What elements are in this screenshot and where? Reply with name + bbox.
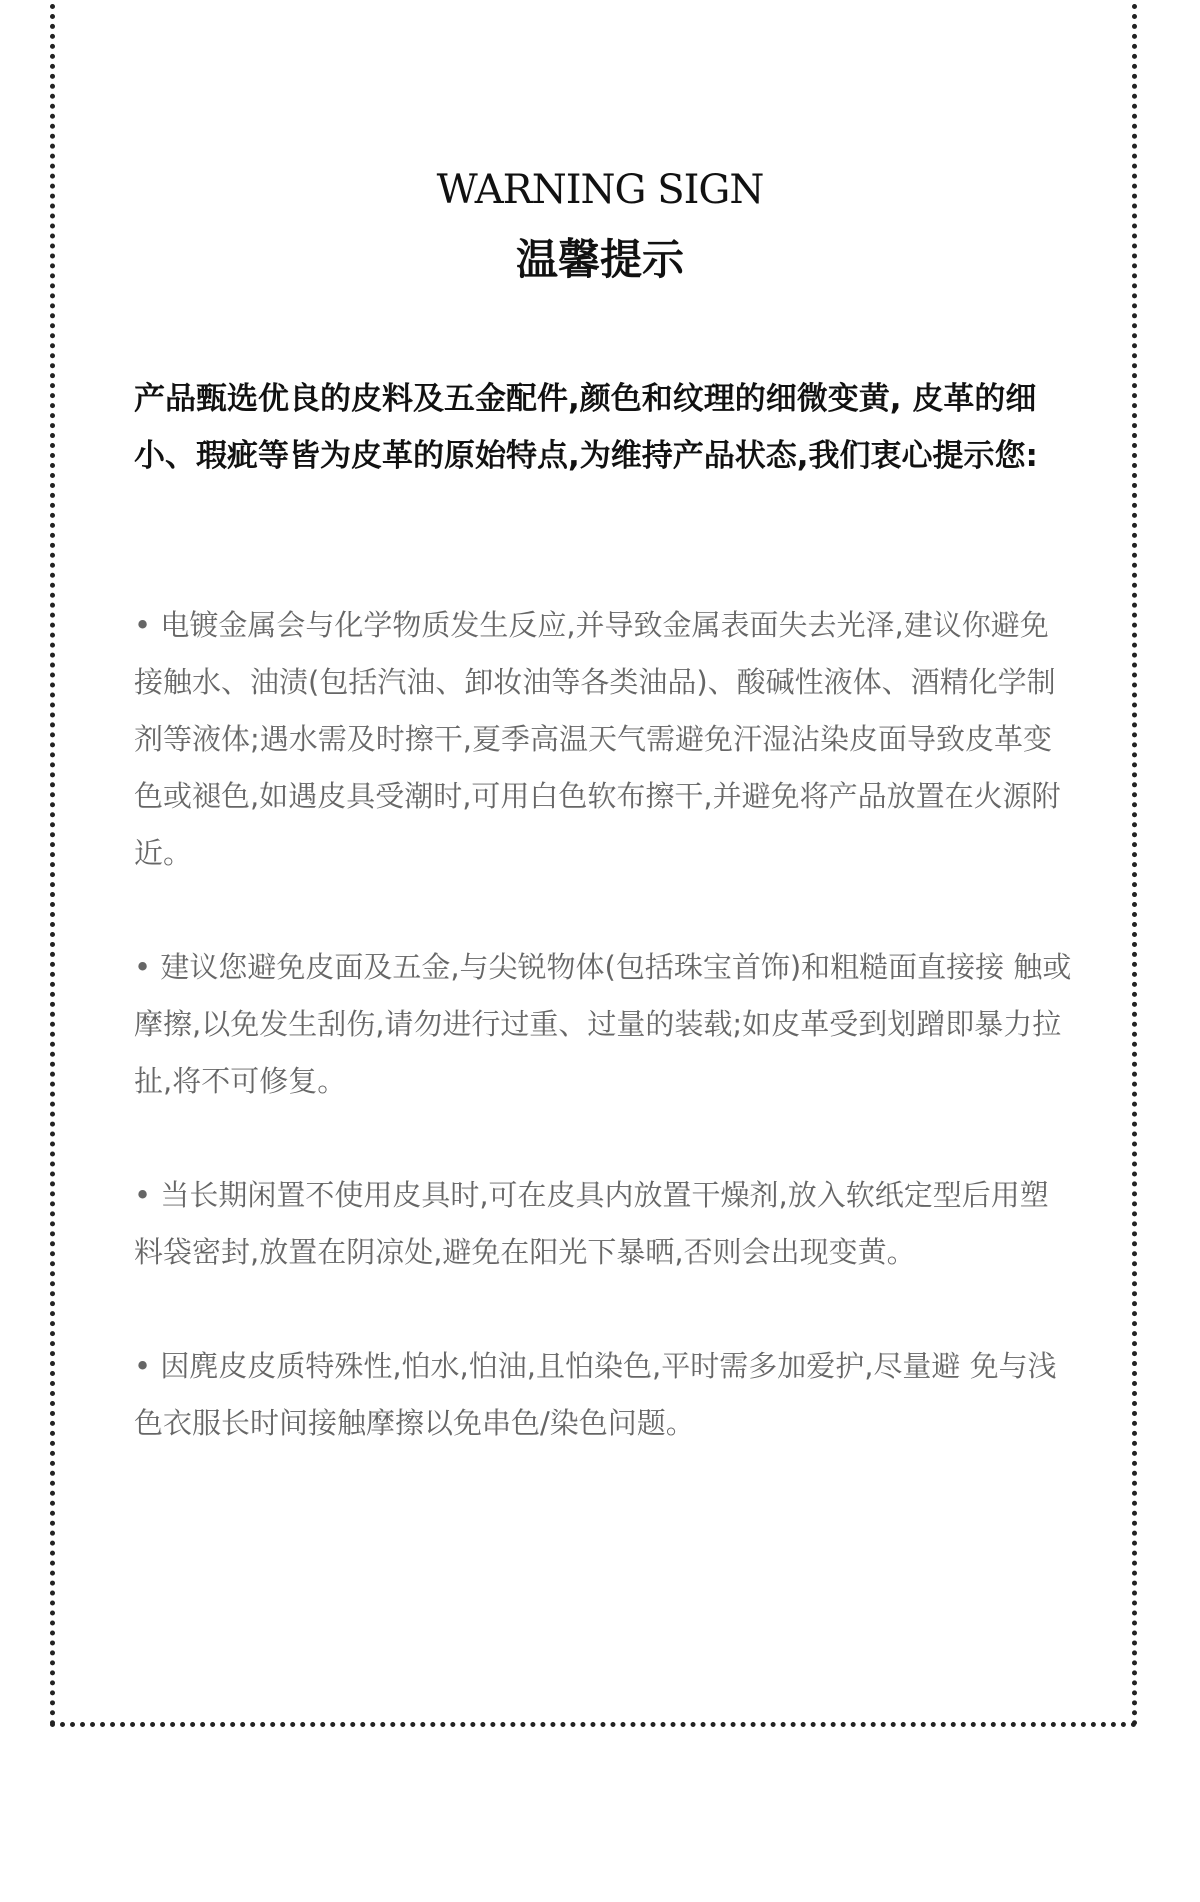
care-notes-list [134, 597, 1074, 1452]
intro-paragraph: 产品甄选优良的皮料及五金配件,颜色和纹理的细微变黄, 皮革的细小、瑕疵等皆为皮革的原始特点,为维持产品状态,我们衷心提示您: [134, 381, 1038, 474]
care-note-plated-metal: • 电镀金属会与化学物质发生反应,并导致金属表面失去光泽,建议你避免接触水、油渍(包括汽油、卸妆油等各类油品)、酸碱性液体、酒精化学制剂等液体;遇水需及时擦干,夏季高温天气需避免汗湿沾染皮面导致皮革变色或褪色,如遇皮具受潮时,可用白色软布擦干,并避免将产品放置在火源附近。 [134, 608, 1061, 870]
care-note-suede: • 因麂皮皮质特殊性,怕水,怕油,且怕染色,平时需多加爱护,尽量避 免与浅色衣服长时间接触摩擦以免串色/染色问题。 [134, 1349, 1057, 1440]
title-english: WARNING SIGN [436, 167, 764, 213]
care-note-storage: • 当长期闲置不使用皮具时,可在皮具内放置干燥剂,放入软纸定型后用塑料袋密封,放置在阴凉处,避免在阳光下暴晒,否则会出现变黄。 [134, 1178, 1049, 1269]
care-note-sharp-objects: • 建议您避免皮面及五金,与尖锐物体(包括珠宝首饰)和粗糙面直接接 触或摩擦,以免发生刮伤,请勿进行过重、过量的装载;如皮革受到划蹭即暴力拉扯,将不可修复。 [134, 950, 1072, 1098]
title-chinese: 温馨提示 [515, 235, 684, 284]
